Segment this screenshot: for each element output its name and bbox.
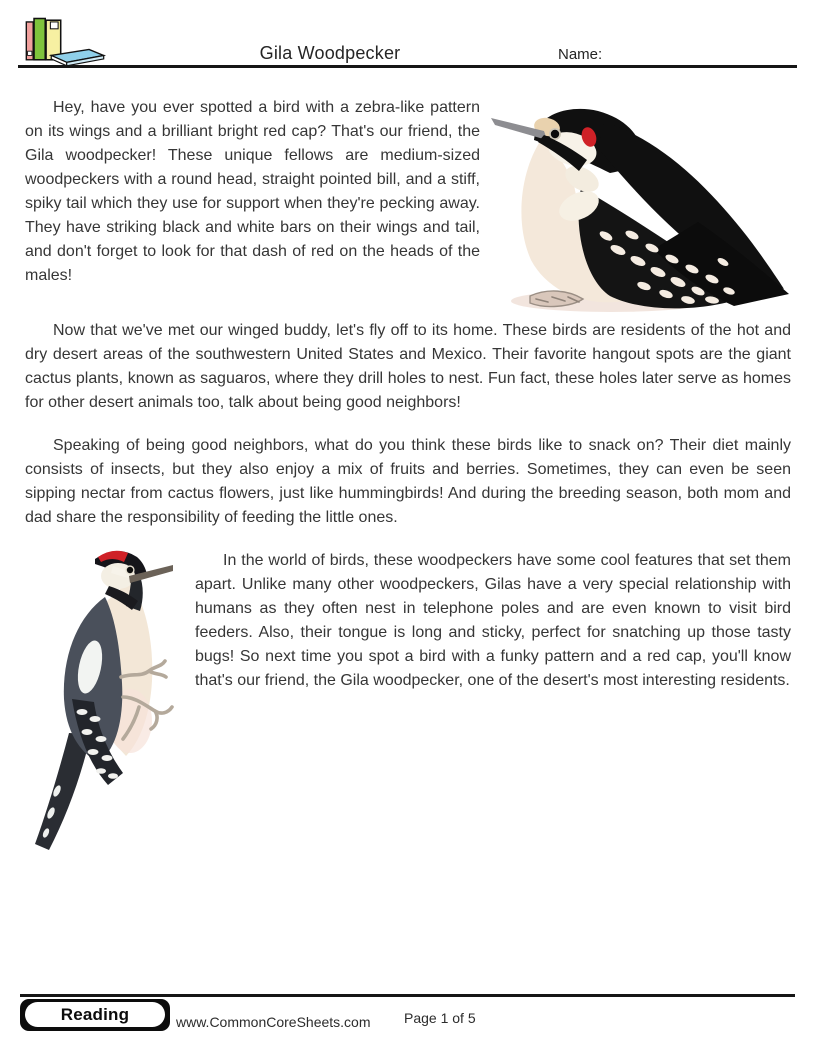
passage-paragraph-2: Now that we've met our winged buddy, let's fly off to its home. These birds are residents of the hot and dry desert areas of the southwestern United States and Mexico. Their favorite hangout spots are the giant cactus plants, known as saguaros, where they drill holes to nest. Fun fact, these holes later serve as homes for other desert animals too, talk about being good neighbors! bbox=[25, 322, 791, 411]
page-indicator: Page 1 of 5 bbox=[404, 1010, 476, 1026]
reading-badge bbox=[20, 999, 170, 1031]
passage-paragraph-4: In the world of birds, these woodpeckers have some cool features that set them apart. Unlike many other woodpeckers, Gilas have a very special relationship with humans as they often nest in telephone poles and are even known to visit bird feeders. Also, their tongue is long and sticky, perfect for snatching up those tasty bugs! So next time you spot a bird with a funky pattern and a red cap, you'll know that's our friend, the Gila woodpecker, one of the desert's most interesting residents. bbox=[195, 552, 791, 689]
reading-badge-label: Reading bbox=[25, 1002, 165, 1027]
passage-paragraph-1: Hey, have you ever spotted a bird with a zebra-like pattern on its wings and a brilliant bright red cap? That's our friend, the Gila woodpecker! These unique fellows are medium-sized woodpeckers with a round head, straight pointed bill, and a stiff, spiky tail which they use for support when they're pecking away. They have striking black and white bars on their wings and tail, and don't forget to look for that dash of red on the heads of the males! bbox=[25, 99, 480, 284]
header-divider bbox=[18, 65, 797, 68]
name-label: Name: bbox=[558, 46, 603, 63]
footer-divider bbox=[20, 994, 795, 997]
worksheet-title: Gila Woodpecker bbox=[259, 43, 401, 63]
reading-passage bbox=[25, 96, 791, 861]
woodpecker-image-top bbox=[486, 100, 791, 315]
woodpecker-image-bottom bbox=[27, 549, 175, 857]
passage-paragraph-3: Speaking of being good neighbors, what do you think these birds like to snack on? Their diet mainly consists of insects, but they also enjoy a mix of fruits and berries. Sometimes, they can even be seen sipping nectar from cactus flowers, just like hummingbirds! And during the breeding season, both mom and dad share the responsibility of feeding the little ones. bbox=[25, 437, 791, 526]
website-url: www.CommonCoreSheets.com bbox=[176, 1014, 371, 1030]
